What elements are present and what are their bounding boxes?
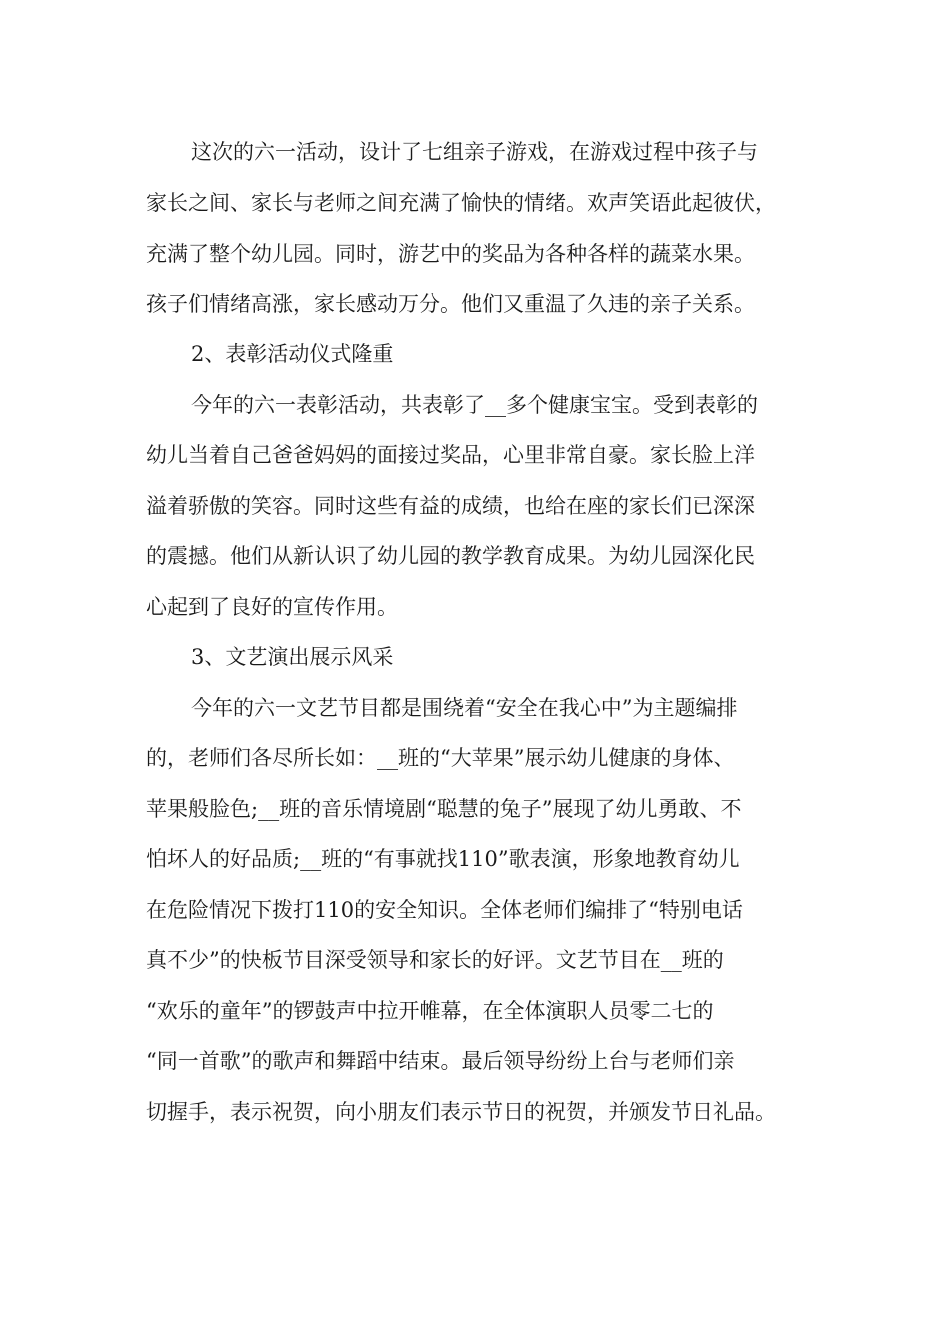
paragraph-line: 怕坏人的好品质;__班的“有事就找110”歌表演，形象地教育幼儿 (146, 847, 740, 871)
paragraph-line: 心起到了良好的宣传作用。 (146, 595, 398, 619)
section-heading: 3、文艺演出展示风采 (191, 645, 394, 669)
section-heading: 2、表彰活动仪式隆重 (191, 342, 394, 366)
paragraph-line: 苹果般脸色;__班的音乐情境剧“聪慧的兔子”展现了幼儿勇敢、不 (146, 797, 742, 821)
paragraph-line: 这次的六一活动，设计了七组亲子游戏，在游戏过程中孩子与 (191, 140, 758, 164)
paragraph-line: “欢乐的童年”的锣鼓声中拉开帷幕，在全体演职人员零二七的 (146, 999, 714, 1023)
paragraph-line: 溢着骄傲的笑容。同时这些有益的成绩，也给在座的家长们已深深 (146, 494, 755, 518)
paragraph-line: 切握手，表示祝贺，向小朋友们表示节日的祝贺，并颁发节日礼品。 (146, 1100, 776, 1124)
paragraph-line: 在危险情况下拨打110的安全知识。全体老师们编排了“特别电话 (146, 898, 743, 922)
paragraph-line: 的震撼。他们从新认识了幼儿园的教学教育成果。为幼儿园深化民 (146, 544, 755, 568)
paragraph-line: 充满了整个幼儿园。同时，游艺中的奖品为各种各样的蔬菜水果。 (146, 242, 755, 266)
paragraph-line: “同一首歌”的歌声和舞蹈中结束。最后领导纷纷上台与老师们亲 (146, 1049, 735, 1073)
paragraph-line: 孩子们情绪高涨，家长感动万分。他们又重温了久违的亲子关系。 (146, 292, 755, 316)
paragraph-line: 家长之间、家长与老师之间充满了愉快的情绪。欢声笑语此起彼伏， (146, 191, 776, 215)
paragraph-line: 幼儿当着自己爸爸妈妈的面接过奖品，心里非常自豪。家长脸上洋 (146, 443, 755, 467)
paragraph-line: 今年的六一文艺节目都是围绕着“安全在我心中”为主题编排 (191, 696, 738, 720)
paragraph-line: 今年的六一表彰活动，共表彰了__多个健康宝宝。受到表彰的 (191, 393, 758, 417)
paragraph-line: 的，老师们各尽所长如：__班的“大苹果”展示幼儿健康的身体、 (146, 746, 735, 770)
paragraph-line: 真不少”的快板节目深受领导和家长的好评。文艺节目在__班的 (146, 948, 724, 972)
